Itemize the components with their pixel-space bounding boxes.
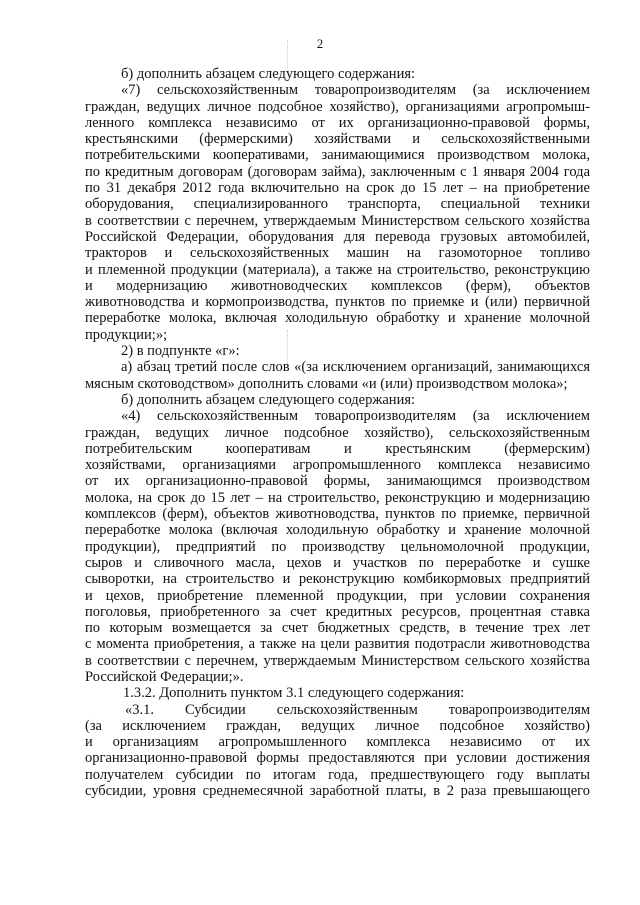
text-line: и организациям агропромышленного комплекса независимо от их	[85, 734, 590, 751]
page-number: 2	[316, 36, 324, 51]
text-line: сыворотки, на строительство и реконструкцию комбикормовых предприятий	[85, 571, 590, 588]
text-line: по кредитным договорам (договорам займа), заключенным с 1 января 2004 года	[85, 163, 590, 180]
text-line: потребительскими кооперативами, занимающимися производством молока,	[85, 147, 590, 164]
text-line: мясным скотоводством» дополнить словами «и (или) производством молока»;	[85, 375, 568, 392]
text-line: а) абзац третий после слов «(за исключением организаций, занимающихся	[121, 359, 590, 376]
text-line: потребительским кооперативам и крестьянским (фермерским)	[85, 440, 590, 457]
text-line: б) дополнить абзацем следующего содержания:	[121, 66, 416, 82]
text-line: сыров и сливочного масла, цехов и участков по переработке и сушке	[85, 554, 590, 571]
body-text	[85, 66, 590, 799]
text-line: крестьянскими (фермерскими) хозяйствами и сельскохозяйственными	[85, 131, 590, 148]
text-line: ленного комплекса независимо от их организационно-правовой формы,	[85, 114, 590, 131]
text-line: по которым возмещается за счет бюджетных средств, в течение трех лет	[85, 620, 590, 637]
text-line: хозяйствами, организациями агропромышленного комплекса независимо	[85, 457, 590, 474]
text-line: по 31 декабря 2012 года включительно на срок до 15 лет – на приобретение	[85, 180, 590, 197]
text-line: тракторов и сельскохозяйственных машин на газомоторное топливо	[85, 245, 590, 262]
text-line: Российской Федерации;».	[85, 668, 244, 685]
text-line: «7) сельскохозяйственным товаропроизводителям (за исключением	[121, 82, 590, 99]
text-line: комплексов (ферм), объектов животноводства, пунктов по приемке, первичной	[85, 506, 590, 523]
text-line: «4) сельскохозяйственным товаропроизводителям (за исключением	[121, 408, 590, 425]
text-line: и племенной продукции (материала), а также на строительство, реконструкцию	[85, 261, 590, 278]
text-line: переработке молока (включая холодильную обработку и хранение молочной	[85, 522, 590, 539]
text-line: 2) в подпункте «г»:	[121, 343, 240, 360]
text-line: оборудования, специализированного транспорта, специальной техники	[85, 196, 590, 213]
text-line: граждан, ведущих личное подсобное хозяйство), организациями агропромыш-	[85, 98, 590, 115]
text-line: «3.1. Субсидии сельскохозяйственным товаропроизводителям	[125, 701, 590, 718]
text-line: (за исключением граждан, ведущих личное подсобное хозяйство)	[85, 717, 590, 734]
text-line: организационно-правовой формы предоставляются при условии достижения	[85, 750, 590, 767]
text-line: 1.3.2. Дополнить пунктом 3.1 следующего содержания:	[123, 685, 465, 702]
text-line: в соответствии с перечнем, утверждаемым Министерством сельского хозяйства	[85, 652, 590, 669]
text-line: Российской Федерации, оборудования для перевода грузовых автомобилей,	[85, 228, 590, 245]
text-line: и модернизацию животноводческих комплексов (ферм), объектов	[85, 277, 590, 294]
text-line: субсидии, уровня среднемесячной заработной платы, в 2 раза превышающего	[85, 783, 590, 800]
text-line: животноводства и кормопроизводства, пунктов по приемке и (или) первичной	[85, 294, 590, 311]
text-line: продукции), предприятий по производству цельномолочной продукции,	[85, 538, 590, 555]
text-line: б) дополнить абзацем следующего содержания:	[121, 391, 416, 408]
text-line: с момента приобретения, а также на цели развития подотрасли животноводства	[85, 636, 590, 653]
text-line: продукции;»;	[85, 326, 168, 343]
text-line: молока, на срок до 15 лет – на строительство, реконструкцию и модернизацию	[85, 489, 590, 506]
text-line: и цехов, приобретение племенной продукции, при условии сохранения	[85, 587, 590, 604]
text-line: от их организационно-правовой формы, занимающимся производством	[85, 473, 590, 490]
text-line: поголовья, приобретенного за счет кредитных ресурсов, процентная ставка	[85, 603, 590, 620]
text-line: в соответствии с перечнем, утверждаемым Министерством сельского хозяйства	[85, 212, 590, 229]
text-line: получателем субсидии по итогам года, предшествующего году выплаты	[85, 766, 590, 783]
text-line: граждан, ведущих личное подсобное хозяйство), сельскохозяйственным	[85, 424, 590, 441]
text-line: переработке молока, включая холодильную обработку и хранение молочной	[85, 310, 590, 327]
